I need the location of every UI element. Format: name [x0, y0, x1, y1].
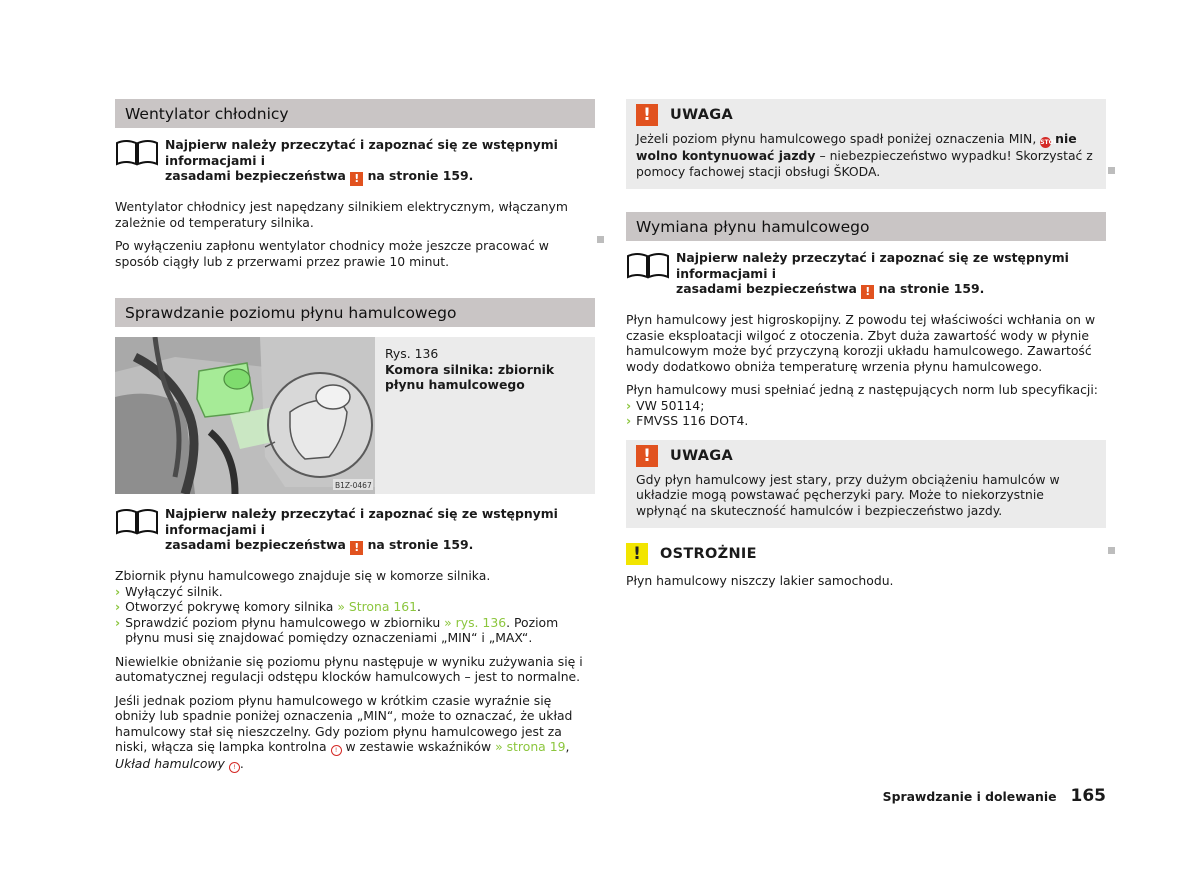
- reservoir-intro: Zbiornik płynu hamulcowego znajduje się w komorze silnika.: [115, 568, 491, 583]
- chapter-title: Sprawdzanie i dolewanie: [882, 789, 1057, 804]
- safety-note: Najpierw należy przeczytać i zapoznać się ze wstępnymi informacjami i zasadami bezpieczeństwa ! na stronie 159.: [115, 137, 595, 186]
- list-item: › FMVSS 116 DOT4.: [626, 413, 749, 428]
- safety-link[interactable]: na stronie 159.: [878, 281, 985, 296]
- book-icon: [626, 251, 670, 279]
- warning-box: [626, 99, 1106, 189]
- section-title-fan: Wentylator chłodnicy: [115, 99, 595, 128]
- warning-box: [626, 440, 1106, 529]
- chevron-right-icon: ›: [115, 583, 121, 599]
- warning-title: UWAGA: [670, 447, 733, 464]
- warning-icon: !: [636, 445, 658, 467]
- list-item: › Wyłączyć silnik.: [115, 583, 223, 599]
- engine-bay-image: [115, 337, 375, 494]
- level-paragraph-1: Niewielkie obniżanie się poziomu płynu następuje w wyniku zużywania się i automatycznej regulacji odstępu klocków hamulcowych – jest to normalne.: [115, 653, 583, 684]
- figure-code: B1Z-0467: [335, 481, 372, 490]
- brake-warning-lamp-icon: !: [229, 762, 240, 773]
- page-number: 165: [1070, 786, 1106, 806]
- caution-title: OSTROŻNIE: [660, 546, 757, 562]
- list-item: › VW 50114;: [626, 397, 705, 413]
- list-item: › Otworzyć pokrywę komory silnika » Strona 161.: [115, 599, 421, 614]
- chevron-right-icon: ›: [115, 614, 121, 630]
- list-item: › Sprawdzić poziom płynu hamulcowego w zbiorniku » rys. 136. Poziom płynu musi się znajdować pomiędzy oznaczeniami „MIN“ i „MAX“.: [115, 614, 559, 645]
- book-icon: [115, 507, 159, 535]
- figure-136: [115, 337, 595, 494]
- end-of-section-mark: [597, 236, 604, 243]
- caution-header: [626, 538, 1106, 570]
- page-footer: [883, 786, 1106, 806]
- chevron-right-icon: ›: [626, 397, 632, 413]
- warning-icon: !: [350, 172, 363, 186]
- safety-note: Najpierw należy przeczytać i zapoznać się ze wstępnymi informacjami i zasadami bezpieczeństwa ! na stronie 159.: [115, 506, 595, 555]
- warning-icon: !: [636, 104, 658, 126]
- caution-text: Płyn hamulcowy niszczy lakier samochodu.: [626, 573, 894, 588]
- link-page-19[interactable]: » strona 19: [495, 739, 566, 754]
- book-icon: [115, 138, 159, 166]
- figure-caption: Rys. 136 Komora silnika: zbiornik płynu hamulcowego: [375, 337, 595, 494]
- safety-link[interactable]: na stronie 159.: [367, 168, 474, 183]
- level-paragraph-2: Jeśli jednak poziom płynu hamulcowego w krótkim czasie wyraźnie się obniży lub spadnie poniżej oznaczenia „MIN“, może to oznaczać, że układ hamulcowy stał się nieszczelny. Gdy poziom płynu hamulcowego jest za niski, włącza się lampka kontrolna ! w zestawie wskaźników » strona 19, Układ hamulcowy ! .: [115, 692, 573, 771]
- fan-paragraph-2: Po wyłączeniu zapłonu wentylator chodnicy może jeszcze pracować w sposób ciągły lub z przerwami przez prawie 10 minut.: [115, 238, 549, 269]
- section-title-check-level: Sprawdzanie poziomu płynu hamulcowego: [115, 298, 595, 327]
- warning-text: Gdy płyn hamulcowy jest stary, przy dużym obciążeniu hamulców w układzie mogą powstawać pęcherzyki pary. Może to niekorzystnie wpłynąć na skuteczność hamulców i bezpieczeństwo jazdy.: [636, 471, 1060, 518]
- safety-note: Najpierw należy przeczytać i zapoznać się ze wstępnymi informacjami i zasadami bezpieczeństwa ! na stronie 159.: [626, 250, 1106, 299]
- end-of-section-mark: [1108, 167, 1115, 174]
- end-of-section-mark: [1108, 547, 1115, 554]
- warning-text: Jeżeli poziom płynu hamulcowego spadł poniżej oznaczenia MIN, STOP nie wolno kontynuować jazdy – niebezpieczeństwo wypadku! Skorzystać z pomocy fachowej stacji obsługi ŠKODA.: [636, 131, 1093, 179]
- stop-lamp-icon: STOP: [1040, 139, 1059, 146]
- replace-paragraph-1: Płyn hamulcowy jest higroskopijny. Z powodu tej właściwości wchłania on w czasie eksploatacji wilgoć z otoczenia. Zbyt duża zawartość wody w płynie hamulcowym może być przyczyną korozji układu hamulcowego. Zawartość wody dodatkowo obniża temperaturę wrzenia płynu hamulcowego.: [626, 312, 1096, 374]
- warning-icon: !: [350, 541, 363, 555]
- section-title-replace-fluid: Wymiana płynu hamulcowego: [626, 212, 1106, 241]
- warning-title: UWAGA: [670, 107, 733, 123]
- right-column: [626, 99, 1106, 589]
- left-column: [115, 99, 595, 773]
- chevron-right-icon: ›: [626, 413, 632, 428]
- chevron-right-icon: ›: [115, 599, 121, 614]
- link-page-161[interactable]: » Strona 161: [337, 599, 418, 614]
- replace-paragraph-2: Płyn hamulcowy musi spełniać jedną z następujących norm lub specyfikacji:: [626, 382, 1098, 397]
- safety-link[interactable]: na stronie 159.: [367, 537, 474, 552]
- caution-icon: !: [626, 543, 648, 565]
- warning-icon: !: [861, 285, 874, 299]
- fan-paragraph-1: Wentylator chłodnicy jest napędzany silnikiem elektrycznym, włączanym zależnie od temperatury silnika.: [115, 199, 568, 230]
- link-fig-136[interactable]: » rys. 136: [444, 614, 507, 630]
- brake-warning-lamp-icon: !: [331, 745, 342, 756]
